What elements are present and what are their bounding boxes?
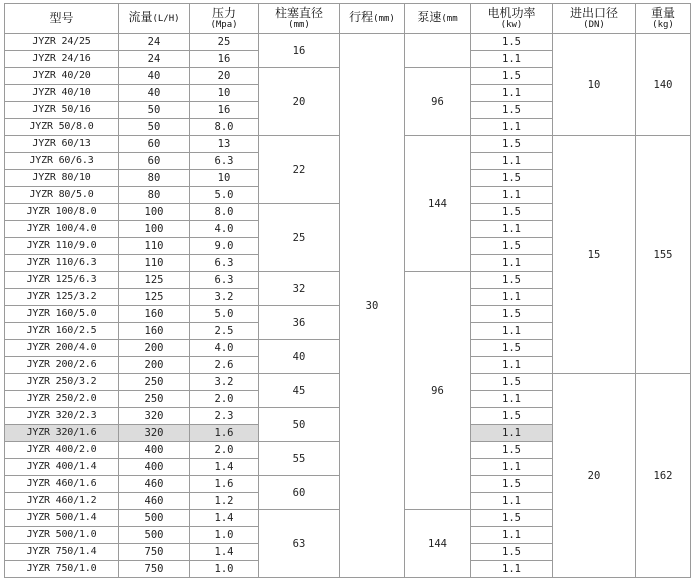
plunger-diameter-cell: 20 bbox=[259, 68, 340, 136]
motor-power-cell: 1.5 bbox=[471, 68, 553, 85]
plunger-diameter-cell: 50 bbox=[259, 408, 340, 442]
motor-power-cell: 1.1 bbox=[471, 391, 553, 408]
header-stroke: 行程(mm) bbox=[340, 4, 405, 34]
motor-power-cell: 1.5 bbox=[471, 374, 553, 391]
inlet-outlet-cell: 15 bbox=[553, 136, 636, 374]
model-cell: JYZR 460/1.2 bbox=[5, 493, 119, 510]
model-cell: JYZR 80/5.0 bbox=[5, 187, 119, 204]
model-cell: JYZR 160/2.5 bbox=[5, 323, 119, 340]
flow-cell: 750 bbox=[119, 561, 190, 578]
model-cell: JYZR 750/1.0 bbox=[5, 561, 119, 578]
flow-cell: 750 bbox=[119, 544, 190, 561]
header-flow: 流量(L/H) bbox=[119, 4, 190, 34]
flow-cell: 110 bbox=[119, 238, 190, 255]
motor-power-cell: 1.5 bbox=[471, 170, 553, 187]
pressure-cell: 1.4 bbox=[190, 510, 259, 527]
pressure-cell: 3.2 bbox=[190, 289, 259, 306]
motor-power-cell: 1.1 bbox=[471, 357, 553, 374]
model-cell: JYZR 750/1.4 bbox=[5, 544, 119, 561]
motor-power-cell: 1.5 bbox=[471, 408, 553, 425]
model-cell: JYZR 110/6.3 bbox=[5, 255, 119, 272]
plunger-diameter-cell: 36 bbox=[259, 306, 340, 340]
pressure-cell: 1.0 bbox=[190, 527, 259, 544]
pressure-cell: 1.4 bbox=[190, 459, 259, 476]
pump-speed-cell: 144 bbox=[405, 510, 471, 578]
pressure-cell: 16 bbox=[190, 51, 259, 68]
plunger-diameter-cell: 55 bbox=[259, 442, 340, 476]
flow-cell: 125 bbox=[119, 289, 190, 306]
motor-power-cell: 1.1 bbox=[471, 527, 553, 544]
flow-cell: 40 bbox=[119, 85, 190, 102]
motor-power-cell: 1.5 bbox=[471, 102, 553, 119]
plunger-diameter-cell: 25 bbox=[259, 204, 340, 272]
motor-power-cell: 1.1 bbox=[471, 221, 553, 238]
pressure-cell: 2.0 bbox=[190, 442, 259, 459]
plunger-diameter-cell: 22 bbox=[259, 136, 340, 204]
motor-power-cell: 1.5 bbox=[471, 204, 553, 221]
header-pump-speed: 泵速(mm bbox=[405, 4, 471, 34]
model-cell: JYZR 40/10 bbox=[5, 85, 119, 102]
plunger-diameter-cell: 16 bbox=[259, 34, 340, 68]
motor-power-cell: 1.5 bbox=[471, 544, 553, 561]
flow-cell: 110 bbox=[119, 255, 190, 272]
motor-power-cell: 1.5 bbox=[471, 136, 553, 153]
pressure-cell: 1.2 bbox=[190, 493, 259, 510]
weight-cell: 140 bbox=[636, 34, 691, 136]
inlet-outlet-cell: 20 bbox=[553, 374, 636, 578]
pressure-cell: 8.0 bbox=[190, 119, 259, 136]
pressure-cell: 6.3 bbox=[190, 153, 259, 170]
flow-cell: 125 bbox=[119, 272, 190, 289]
pressure-cell: 3.2 bbox=[190, 374, 259, 391]
plunger-diameter-cell: 40 bbox=[259, 340, 340, 374]
flow-cell: 200 bbox=[119, 357, 190, 374]
flow-cell: 80 bbox=[119, 170, 190, 187]
pump-spec-table bbox=[4, 3, 691, 578]
pressure-cell: 10 bbox=[190, 85, 259, 102]
flow-cell: 80 bbox=[119, 187, 190, 204]
flow-cell: 60 bbox=[119, 153, 190, 170]
model-cell: JYZR 125/6.3 bbox=[5, 272, 119, 289]
motor-power-cell: 1.1 bbox=[471, 459, 553, 476]
flow-cell: 50 bbox=[119, 119, 190, 136]
model-cell: JYZR 250/3.2 bbox=[5, 374, 119, 391]
motor-power-cell: 1.1 bbox=[471, 561, 553, 578]
pump-speed-cell bbox=[405, 34, 471, 68]
flow-cell: 460 bbox=[119, 493, 190, 510]
stroke-cell: 30 bbox=[340, 34, 405, 578]
pressure-cell: 8.0 bbox=[190, 204, 259, 221]
header-inlet-outlet: 进出口径 (DN) bbox=[553, 4, 636, 34]
pressure-cell: 1.6 bbox=[190, 476, 259, 493]
flow-cell: 160 bbox=[119, 323, 190, 340]
pump-speed-cell: 144 bbox=[405, 136, 471, 272]
model-cell: JYZR 400/1.4 bbox=[5, 459, 119, 476]
model-cell: JYZR 500/1.0 bbox=[5, 527, 119, 544]
motor-power-cell: 1.1 bbox=[471, 289, 553, 306]
header-plunger-diameter: 柱塞直径 (mm) bbox=[259, 4, 340, 34]
pressure-cell: 9.0 bbox=[190, 238, 259, 255]
header-pressure: 压力 (Mpa) bbox=[190, 4, 259, 34]
flow-cell: 100 bbox=[119, 204, 190, 221]
header-motor-power: 电机功率 (kw) bbox=[471, 4, 553, 34]
model-cell: JYZR 125/3.2 bbox=[5, 289, 119, 306]
flow-cell: 250 bbox=[119, 374, 190, 391]
flow-cell: 320 bbox=[119, 425, 190, 442]
inlet-outlet-cell: 10 bbox=[553, 34, 636, 136]
flow-cell: 500 bbox=[119, 510, 190, 527]
header-row bbox=[5, 4, 691, 34]
model-cell: JYZR 60/6.3 bbox=[5, 153, 119, 170]
motor-power-cell: 1.1 bbox=[471, 425, 553, 442]
model-cell: JYZR 160/5.0 bbox=[5, 306, 119, 323]
plunger-diameter-cell: 63 bbox=[259, 510, 340, 578]
pump-speed-cell: 96 bbox=[405, 272, 471, 510]
flow-cell: 50 bbox=[119, 102, 190, 119]
pressure-cell: 20 bbox=[190, 68, 259, 85]
pressure-cell: 6.3 bbox=[190, 255, 259, 272]
model-cell: JYZR 100/8.0 bbox=[5, 204, 119, 221]
flow-cell: 200 bbox=[119, 340, 190, 357]
table-row bbox=[5, 34, 691, 51]
table-body bbox=[5, 34, 691, 578]
pressure-cell: 10 bbox=[190, 170, 259, 187]
model-cell: JYZR 250/2.0 bbox=[5, 391, 119, 408]
pressure-cell: 4.0 bbox=[190, 221, 259, 238]
motor-power-cell: 1.5 bbox=[471, 442, 553, 459]
motor-power-cell: 1.5 bbox=[471, 238, 553, 255]
flow-cell: 400 bbox=[119, 442, 190, 459]
motor-power-cell: 1.1 bbox=[471, 493, 553, 510]
pressure-cell: 2.0 bbox=[190, 391, 259, 408]
pressure-cell: 6.3 bbox=[190, 272, 259, 289]
pressure-cell: 2.5 bbox=[190, 323, 259, 340]
model-cell: JYZR 500/1.4 bbox=[5, 510, 119, 527]
model-cell: JYZR 400/2.0 bbox=[5, 442, 119, 459]
flow-cell: 40 bbox=[119, 68, 190, 85]
motor-power-cell: 1.1 bbox=[471, 51, 553, 68]
motor-power-cell: 1.5 bbox=[471, 510, 553, 527]
plunger-diameter-cell: 45 bbox=[259, 374, 340, 408]
flow-cell: 400 bbox=[119, 459, 190, 476]
flow-cell: 320 bbox=[119, 408, 190, 425]
flow-cell: 24 bbox=[119, 34, 190, 51]
pressure-cell: 25 bbox=[190, 34, 259, 51]
pump-speed-cell: 96 bbox=[405, 68, 471, 136]
flow-cell: 460 bbox=[119, 476, 190, 493]
pressure-cell: 1.4 bbox=[190, 544, 259, 561]
model-cell: JYZR 200/2.6 bbox=[5, 357, 119, 374]
flow-cell: 100 bbox=[119, 221, 190, 238]
weight-cell: 162 bbox=[636, 374, 691, 578]
model-cell: JYZR 110/9.0 bbox=[5, 238, 119, 255]
model-cell: JYZR 40/20 bbox=[5, 68, 119, 85]
pressure-cell: 1.6 bbox=[190, 425, 259, 442]
flow-cell: 160 bbox=[119, 306, 190, 323]
motor-power-cell: 1.5 bbox=[471, 476, 553, 493]
flow-cell: 24 bbox=[119, 51, 190, 68]
model-cell: JYZR 200/4.0 bbox=[5, 340, 119, 357]
model-cell: JYZR 320/2.3 bbox=[5, 408, 119, 425]
model-cell: JYZR 50/8.0 bbox=[5, 119, 119, 136]
model-cell: JYZR 100/4.0 bbox=[5, 221, 119, 238]
motor-power-cell: 1.1 bbox=[471, 153, 553, 170]
weight-cell: 155 bbox=[636, 136, 691, 374]
pressure-cell: 4.0 bbox=[190, 340, 259, 357]
motor-power-cell: 1.5 bbox=[471, 340, 553, 357]
motor-power-cell: 1.1 bbox=[471, 85, 553, 102]
flow-cell: 500 bbox=[119, 527, 190, 544]
plunger-diameter-cell: 32 bbox=[259, 272, 340, 306]
pressure-cell: 5.0 bbox=[190, 306, 259, 323]
pressure-cell: 1.0 bbox=[190, 561, 259, 578]
pressure-cell: 13 bbox=[190, 136, 259, 153]
motor-power-cell: 1.5 bbox=[471, 272, 553, 289]
motor-power-cell: 1.1 bbox=[471, 119, 553, 136]
model-cell: JYZR 60/13 bbox=[5, 136, 119, 153]
model-cell: JYZR 24/16 bbox=[5, 51, 119, 68]
spec-table-container bbox=[4, 3, 691, 578]
plunger-diameter-cell: 60 bbox=[259, 476, 340, 510]
pressure-cell: 2.6 bbox=[190, 357, 259, 374]
flow-cell: 60 bbox=[119, 136, 190, 153]
header-weight: 重量 (kg) bbox=[636, 4, 691, 34]
motor-power-cell: 1.5 bbox=[471, 34, 553, 51]
model-cell: JYZR 320/1.6 bbox=[5, 425, 119, 442]
model-cell: JYZR 460/1.6 bbox=[5, 476, 119, 493]
pressure-cell: 5.0 bbox=[190, 187, 259, 204]
motor-power-cell: 1.1 bbox=[471, 323, 553, 340]
model-cell: JYZR 50/16 bbox=[5, 102, 119, 119]
motor-power-cell: 1.5 bbox=[471, 306, 553, 323]
pressure-cell: 2.3 bbox=[190, 408, 259, 425]
model-cell: JYZR 24/25 bbox=[5, 34, 119, 51]
motor-power-cell: 1.1 bbox=[471, 255, 553, 272]
model-cell: JYZR 80/10 bbox=[5, 170, 119, 187]
pressure-cell: 16 bbox=[190, 102, 259, 119]
header-model: 型号 bbox=[5, 4, 119, 34]
motor-power-cell: 1.1 bbox=[471, 187, 553, 204]
flow-cell: 250 bbox=[119, 391, 190, 408]
